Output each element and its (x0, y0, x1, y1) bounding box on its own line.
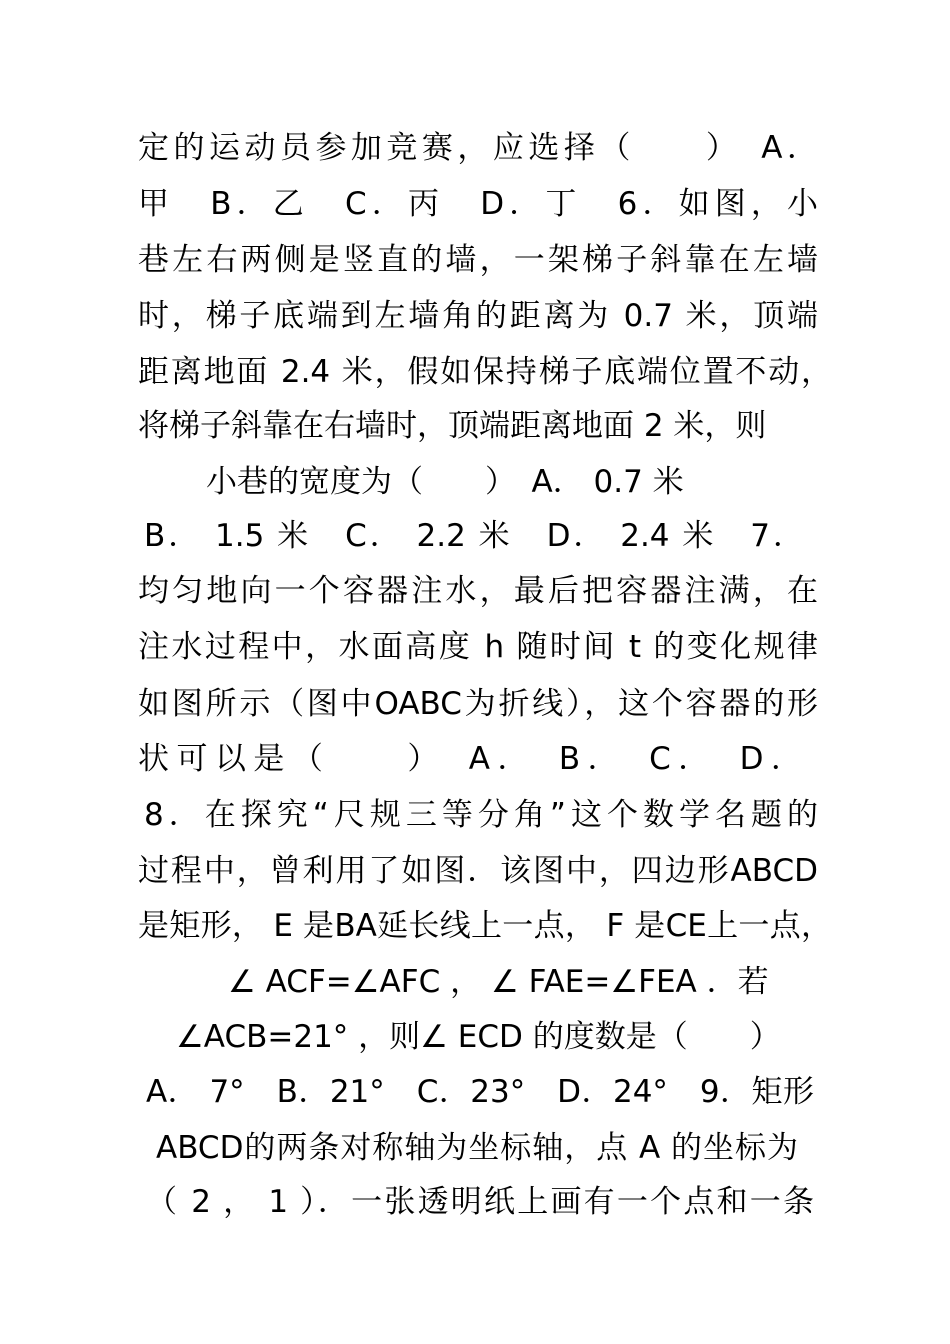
text-line-5: 距离地面 2.4 米，假如保持梯子底端位置不动， (138, 354, 832, 390)
text-line-7: 小巷的宽度为（ ） A． 0.7 米 (206, 464, 684, 500)
text-line-13: 8．在探究“尺规三等分角”这个数学名题的 (144, 797, 818, 833)
text-line-2: 甲 B．乙 C．丙 D．丁 6．如图，小 (138, 186, 818, 222)
text-line-15: 是矩形， E 是BA延长线上一点， F 是CE上一点， (138, 908, 832, 944)
text-line-10: 注水过程中，水面高度 h 随时间 t 的变化规律 (138, 629, 818, 665)
text-line-4: 时，梯子底端到左墙角的距离为 0.7 米，顶端 (138, 298, 818, 334)
text-line-12: 状可以是（ ） A． B． C． D． (138, 741, 802, 777)
text-line-1: 定的运动员参加竞赛，应选择（ ） A． (138, 130, 818, 166)
text-line-14: 过程中，曾利用了如图．该图中，四边形ABCD (138, 853, 818, 889)
text-line-16: ∠ ACF=∠AFC ， ∠ FAE=∠FEA ．若 (228, 964, 769, 1000)
text-line-19: ABCD的两条对称轴为坐标轴，点 A 的坐标为 (156, 1130, 798, 1166)
text-line-17: ∠ACB=21° ，则∠ ECD 的度数是（ ） (176, 1019, 781, 1055)
text-line-9: 均匀地向一个容器注水，最后把容器注满，在 (138, 573, 818, 609)
text-line-11: 如图所示（图中OABC为折线），这个容器的形 (138, 686, 818, 722)
text-line-20: （ 2 ， 1 ）．一张透明纸上画有一个点和一条 (146, 1184, 814, 1220)
text-line-6: 将梯子斜靠在右墙时，顶端距离地面 2 米，则 (138, 408, 767, 444)
text-line-3: 巷左右两侧是竖直的墙，一架梯子斜靠在左墙 (138, 242, 818, 278)
text-line-8: B． 1.5 米 C． 2.2 米 D． 2.4 米 7． (144, 518, 804, 554)
text-line-18: A． 7° B．21° C．23° D．24° 9．矩形 (146, 1074, 814, 1110)
